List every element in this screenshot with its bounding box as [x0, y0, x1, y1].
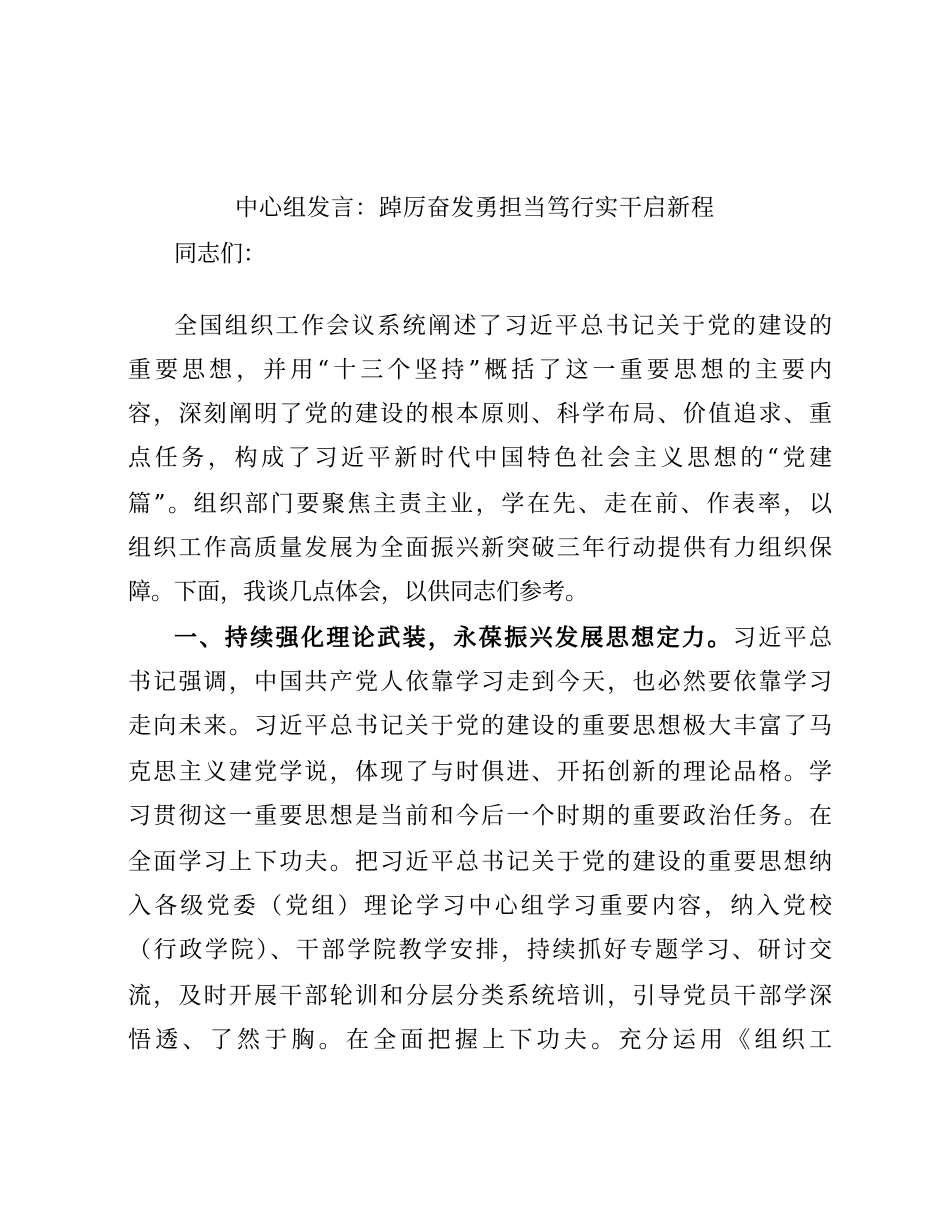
paragraph-line: 悟透、了然于胸。在全面把握上下功夫。充分运用《组织工: [128, 1027, 832, 1053]
paragraph-line: （行政学院）、干部学院教学安排，持续抓好专题学习、研讨交: [128, 937, 832, 963]
paragraph-line: 容，深刻阐明了党的建设的根本原则、科学布局、价值追求、重: [128, 401, 832, 427]
paragraph-line: 入各级党委（党组）理论学习中心组学习重要内容，纳入党校: [128, 893, 832, 919]
paragraph-line: 流，及时开展干部轮训和分层分类系统培训，引导党员干部学深: [128, 983, 832, 1009]
salutation: 同志们：: [174, 241, 266, 267]
paragraph-line: 习贯彻这一重要思想是当前和今后一个时期的重要政治任务。在: [128, 803, 832, 829]
section-heading: 一、持续强化理论武装，永葆振兴发展思想定力。: [174, 624, 733, 651]
paragraph-line: 克思主义建党学说，体现了与时俱进、开拓创新的理论品格。学: [128, 759, 832, 785]
paragraph-line: 重要思想，并用“十三个坚持”概括了这一重要思想的主要内: [128, 357, 832, 383]
section-heading-line: [174, 620, 832, 656]
paragraph-line: 书记强调，中国共产党人依靠学习走到今天，也必然要依靠学习: [128, 669, 832, 695]
paragraph-line: 全国组织工作会议系统阐述了习近平总书记关于党的建设的: [174, 313, 832, 339]
paragraph-line: 组织工作高质量发展为全面振兴新突破三年行动提供有力组织保: [128, 535, 832, 561]
paragraph-line: 走向未来。习近平总书记关于党的建设的重要思想极大丰富了马: [128, 713, 832, 739]
paragraph-line: 障。下面，我谈几点体会，以供同志们参考。: [128, 579, 588, 605]
paragraph-line: 点任务，构成了习近平新时代中国特色社会主义思想的“党建: [128, 445, 832, 471]
paragraph-line: 全面学习上下功夫。把习近平总书记关于党的建设的重要思想纳: [128, 849, 832, 875]
section-text: 习近平总: [732, 625, 833, 651]
document-title: 中心组发言：踔厉奋发勇担当笃行实干启新程: [235, 195, 715, 221]
paragraph-line: 篇”。组织部门要聚焦主责主业，学在先、走在前、作表率，以: [128, 491, 832, 517]
